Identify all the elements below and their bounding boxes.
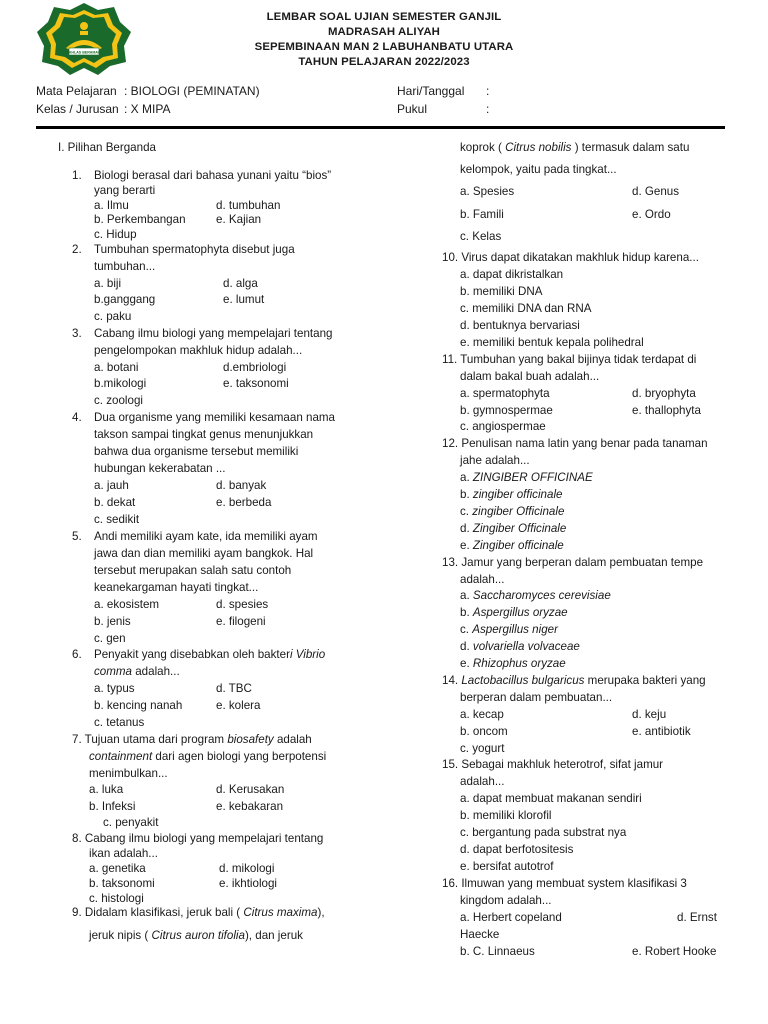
q15-option: a. dapat membuat makanan sendiri <box>460 792 642 805</box>
header-year: TAHUN PELAJARAN 2022/2023 <box>298 56 470 68</box>
q9-text: koprok ( Citrus nobilis ) termasuk dalam satu <box>460 141 690 154</box>
q8-option: d. mikologi <box>219 862 275 875</box>
q11-option: a. spermatophyta <box>460 387 550 400</box>
q6-option: e. kolera <box>216 699 261 712</box>
q4-text: bahwa dua organisme tersebut memiliki <box>94 445 299 458</box>
q9-option: a. Spesies <box>460 185 515 198</box>
q12-option: a. ZINGIBER OFFICINAE <box>460 471 593 484</box>
q5-number: 5. <box>72 530 82 543</box>
q13-text: adalah... <box>460 573 505 586</box>
q10-option: b. memiliki DNA <box>460 285 543 298</box>
q11-option: c. angiospermae <box>460 420 546 433</box>
q2-option: d. alga <box>223 277 258 290</box>
q5-option: a. ekosistem <box>94 598 160 611</box>
q8-text: ikan adalah... <box>89 847 158 860</box>
q4-option: d. banyak <box>216 479 267 492</box>
q15-option: c. bergantung pada substrat nya <box>460 826 627 839</box>
q15-option: b. memiliki klorofil <box>460 809 552 822</box>
q2-option: a. biji <box>94 277 122 290</box>
q11-option: e. thallophyta <box>632 404 701 417</box>
q3-option: d.embriologi <box>223 361 287 374</box>
q14-option: d. keju <box>632 708 667 721</box>
q12-text: 12. Penulisan nama latin yang benar pada tanaman <box>442 437 708 450</box>
q12-option: c. zingiber Officinale <box>460 505 565 518</box>
q10-option: a. dapat dikristalkan <box>460 268 564 281</box>
q7-option: c. penyakit <box>103 816 159 829</box>
q10-option: d. bentuknya bervariasi <box>460 319 580 332</box>
q1-option: e. Kajian <box>216 213 262 226</box>
day-label: Hari/Tanggal <box>397 84 465 98</box>
q8-option: c. histologi <box>89 892 144 905</box>
q5-text: Andi memiliki ayam kate, ida memiliki ayam <box>94 530 318 543</box>
q9-option: b. Famili <box>460 208 504 221</box>
q9-option: e. Ordo <box>632 208 671 221</box>
q4-text: takson sampai tingkat genus menunjukkan <box>94 428 314 441</box>
q3-number: 3. <box>72 327 82 340</box>
q4-option: b. dekat <box>94 496 136 509</box>
q3-option: b.mikologi <box>94 377 147 390</box>
time-colon: : <box>486 102 490 116</box>
q4-text: Dua organisme yang memiliki kesamaan nama <box>94 411 336 424</box>
q16-option: a. Herbert copeland <box>460 911 562 924</box>
q14-option: b. oncom <box>460 725 508 738</box>
q11-text: dalam bakal buah adalah... <box>460 370 600 383</box>
q15-text: 15. Sebagai makhluk heterotrof, sifat jamur <box>442 758 664 771</box>
q6-option: c. tetanus <box>94 716 145 729</box>
subject-value: : BIOLOGI (PEMINATAN) <box>124 84 260 98</box>
q13-text: 13. Jamur yang berperan dalam pembuatan tempe <box>442 556 704 569</box>
q4-option: c. sedikit <box>94 513 140 526</box>
q6-number: 6. <box>72 648 82 661</box>
q16-option: d. Ernst <box>677 911 717 924</box>
q15-text: adalah... <box>460 775 505 788</box>
q12-option: d. Zingiber Officinale <box>460 522 567 535</box>
q8-option: e. ikhtiologi <box>219 877 278 890</box>
q2-text: Tumbuhan spermatophyta disebut juga <box>94 243 295 256</box>
q4-option: e. berbeda <box>216 496 272 509</box>
q5-option: e. filogeni <box>216 615 266 628</box>
q9-text: kelompok, yaitu pada tingkat... <box>460 163 617 176</box>
day-colon: : <box>486 84 490 98</box>
q10-option: e. memiliki bentuk kepala polihedral <box>460 336 644 349</box>
q6-text: Penyakit yang disebabkan oleh bakteri Vibrio <box>94 648 326 661</box>
q5-text: jawa dan dian memiliki ayam bangkok. Hal <box>94 547 314 560</box>
q10-text: 10. Virus dapat dikatakan makhluk hidup karena... <box>442 251 699 264</box>
q13-option: e. Rhizophus oryzae <box>460 657 566 670</box>
q6-option: d. TBC <box>216 682 252 695</box>
q8-text: 8. Cabang ilmu biologi yang mempelajari tentang <box>72 832 324 845</box>
q2-option: b.ganggang <box>94 293 156 306</box>
q3-option: e. taksonomi <box>223 377 289 390</box>
q11-option: b. gymnospermae <box>460 404 553 417</box>
q2-text: tumbuhan... <box>94 260 156 273</box>
q9-text: jeruk nipis ( Citrus auron tifolia), dan jeruk <box>89 929 303 942</box>
time-label: Pukul <box>397 102 428 116</box>
q4-number: 4. <box>72 411 82 424</box>
q16-option: b. C. Linnaeus <box>460 945 535 958</box>
q9-text: 9. Didalam klasifikasi, jeruk bali ( Citrus maxima), <box>72 906 325 919</box>
q3-text: pengelompokan makhluk hidup adalah... <box>94 344 303 357</box>
q6-option: a. typus <box>94 682 135 695</box>
q2-number: 2. <box>72 243 82 256</box>
q8-option: b. taksonomi <box>89 877 155 890</box>
q15-option: d. dapat berfotositesis <box>460 843 574 856</box>
q7-option: d. Kerusakan <box>216 783 285 796</box>
q3-option: c. zoologi <box>94 394 143 407</box>
header-school-name: SEPEMBINAAN MAN 2 LABUHANBATU UTARA <box>254 41 514 53</box>
q5-option: c. gen <box>94 632 126 645</box>
q5-text: keanekargaman hayati tingkat... <box>94 581 259 594</box>
q14-text: berperan dalam pembuatan... <box>460 691 613 704</box>
document-header <box>0 10 768 70</box>
class-label: Kelas / Jurusan <box>36 102 119 116</box>
q6-text: comma adalah... <box>94 665 180 678</box>
q6-option: b. kencing nanah <box>94 699 183 712</box>
q1-option: a. Ilmu <box>94 199 129 212</box>
q1-option: c. Hidup <box>94 228 137 241</box>
q7-option: b. Infeksi <box>89 800 136 813</box>
q16-option: e. Robert Hooke <box>632 945 717 958</box>
section-title: I. Pilihan Berganda <box>58 141 156 154</box>
q9-option: d. Genus <box>632 185 680 198</box>
q7-option: e. kebakaran <box>216 800 284 813</box>
q9-option: c. Kelas <box>460 230 502 243</box>
logo-motto: IKHLAS BERAMAL <box>67 50 101 55</box>
q16-option: Haecke <box>460 928 500 941</box>
class-value: : X MIPA <box>124 102 171 116</box>
q14-option: c. yogurt <box>460 742 505 755</box>
q8-option: a. genetika <box>89 862 146 875</box>
q5-text: tersebut merupakan salah satu contoh <box>94 564 292 577</box>
q2-option: e. lumut <box>223 293 265 306</box>
q13-option: d. volvariella volvaceae <box>460 640 580 653</box>
subject-label: Mata Pelajaran <box>36 84 117 98</box>
q12-option: e. Zingiber officinale <box>460 539 564 552</box>
q1-text: yang berarti <box>94 184 156 197</box>
exam-info <box>36 84 726 120</box>
q4-option: a. jauh <box>94 479 129 492</box>
q12-text: jahe adalah... <box>460 454 530 467</box>
q7-option: a. luka <box>89 783 124 796</box>
q13-option: c. Aspergillus niger <box>460 623 558 636</box>
q1-number: 1. <box>72 169 82 182</box>
q5-option: d. spesies <box>216 598 269 611</box>
q4-text: hubungan kekerabatan ... <box>94 462 226 475</box>
q5-option: b. jenis <box>94 615 131 628</box>
q15-option: e. bersifat autotrof <box>460 860 554 873</box>
q13-option: a. Saccharomyces cerevisiae <box>460 589 611 602</box>
q2-option: c. paku <box>94 310 132 323</box>
q7-text: 7. Tujuan utama dari program biosafety adalah <box>72 733 312 746</box>
q14-option: a. kecap <box>460 708 504 721</box>
q1-option: b. Perkembangan <box>94 213 186 226</box>
q14-option: e. antibiotik <box>632 725 691 738</box>
header-divider <box>36 126 725 129</box>
q11-text: 11. Tumbuhan yang bakal bijinya tidak terdapat di <box>442 353 697 366</box>
q11-option: d. bryophyta <box>632 387 696 400</box>
q12-option: b. zingiber officinale <box>460 488 563 501</box>
q1-option: d. tumbuhan <box>216 199 281 212</box>
q3-text: Cabang ilmu biologi yang mempelajari tentang <box>94 327 333 340</box>
q3-option: a. botani <box>94 361 139 374</box>
q7-text: containment dari agen biologi yang berpotensi <box>89 750 327 763</box>
q10-option: c. memiliki DNA dan RNA <box>460 302 592 315</box>
header-school-type: MADRASAH ALIYAH <box>327 26 441 38</box>
q1-text: Biologi berasal dari bahasa yunani yaitu “bios” <box>94 169 332 182</box>
header-title: LEMBAR SOAL UJIAN SEMESTER GANJIL <box>266 11 502 23</box>
q16-text: 16. Ilmuwan yang membuat system klasifikasi 3 <box>442 877 687 890</box>
q7-text: menimbulkan... <box>89 767 168 780</box>
q14-text: 14. Lactobacillus bulgaricus merupaka bakteri yang <box>442 674 706 687</box>
q16-text: kingdom adalah... <box>460 894 552 907</box>
q13-option: b. Aspergillus oryzae <box>460 606 568 619</box>
